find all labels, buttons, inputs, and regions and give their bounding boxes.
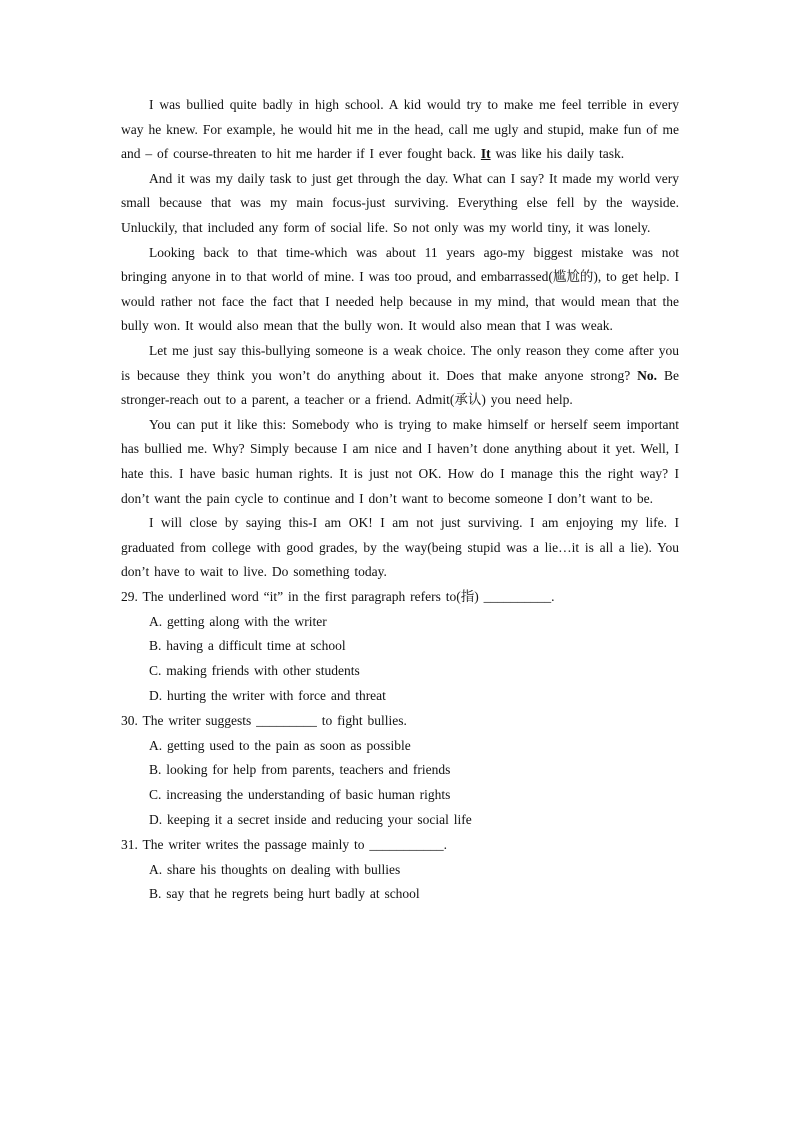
question-stem: 29. The underlined word “it” in the first paragraph refers to(指) __________. bbox=[121, 588, 555, 604]
bold-no: No. bbox=[637, 367, 658, 383]
paragraph-4 bbox=[121, 339, 679, 413]
option-c: C. making friends with other students bbox=[149, 663, 360, 679]
paragraph-4-before: Let me just say this-bullying someone is a weak choice. The only reason they come after you is because they think you won’t do anything about it. Does that make anyone strong? bbox=[121, 342, 679, 383]
paragraph-5: You can put it like this: Somebody who is trying to make himself or herself seem important has bullied me. Why? Simply because I am nice and I haven’t done anything about it yet. Well, I hate this. I have basic human rights. It is just not OK. How do I manage this the right way? I don’t want the pain cycle to continue and I don’t want to become someone I don’t want to be. bbox=[121, 416, 679, 506]
question-stem: 30. The writer suggests _________ to fight bullies. bbox=[121, 712, 407, 728]
underlined-word-it: It bbox=[480, 146, 491, 162]
paragraph-4-after: Be stronger-reach out to a parent, a teacher or a friend. Admit(承认) you need help. bbox=[121, 367, 679, 408]
paragraph-1 bbox=[121, 93, 679, 167]
question-29 bbox=[121, 585, 679, 709]
option-a: A. share his thoughts on dealing with bullies bbox=[149, 861, 401, 877]
question-31 bbox=[121, 833, 679, 907]
option-d: D. hurting the writer with force and threat bbox=[149, 688, 386, 704]
paragraph-1-text: I was bullied quite badly in high school. A kid would try to make me feel terrible in every way he knew. For example, he would hit me in the head, call me ugly and stupid, make fun of me and – of course-threaten to hit me harder if I ever fought back. bbox=[121, 97, 679, 162]
document-page bbox=[121, 93, 679, 907]
paragraph-6: I will close by saying this-I am OK! I am not just surviving. I am enjoying my life. I graduated from college with good grades, by the way(being stupid was a lie…it is all a lie). You don’t have to wait to live. Do something today. bbox=[121, 515, 679, 580]
option-b: B. having a difficult time at school bbox=[149, 638, 346, 654]
option-c: C. increasing the understanding of basic human rights bbox=[149, 787, 451, 803]
question-stem: 31. The writer writes the passage mainly to ___________. bbox=[121, 836, 447, 852]
option-a: A. getting along with the writer bbox=[149, 613, 327, 629]
option-a: A. getting used to the pain as soon as possible bbox=[149, 737, 411, 753]
paragraph-1-tail: was like his daily task. bbox=[490, 146, 625, 162]
question-30 bbox=[121, 709, 679, 833]
paragraph-3: Looking back to that time-which was about 11 years ago-my biggest mistake was not bringing anyone in to that world of mine. I was too proud, and embarrassed(尴尬的), to get help. I would rather not face the fact that I needed help because in my mind, that would mean that the bully won. It would also mean that the bully won. It would also mean that I was weak. bbox=[121, 244, 679, 334]
option-d: D. keeping it a secret inside and reducing your social life bbox=[149, 812, 472, 828]
option-b: B. looking for help from parents, teachers and friends bbox=[149, 762, 451, 778]
paragraph-2: And it was my daily task to just get through the day. What can I say? It made my world very small because that was my main focus-just surviving. Everything else fell by the wayside. Unluckily, that included any form of social life. So not only was my world tiny, it was lonely. bbox=[121, 170, 679, 235]
option-b: B. say that he regrets being hurt badly at school bbox=[149, 886, 420, 902]
